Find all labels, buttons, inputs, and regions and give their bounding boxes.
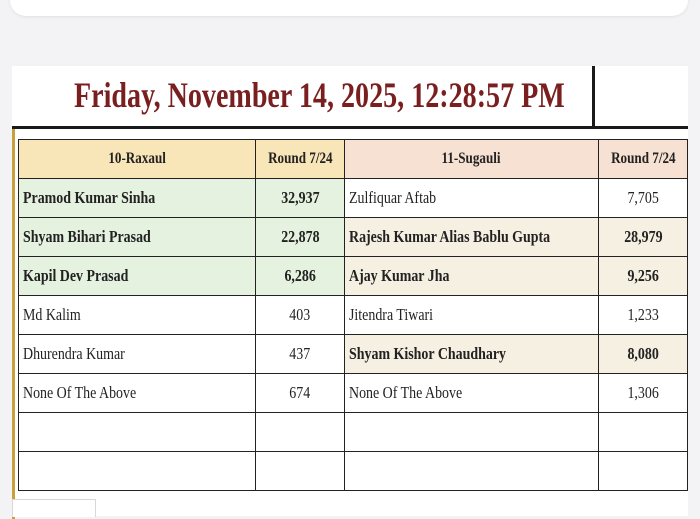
- left-candidate-votes: 437: [256, 335, 345, 374]
- right-candidate-name: Ajay Kumar Jha: [344, 257, 598, 296]
- right-candidate-name: None Of The Above: [344, 374, 598, 413]
- right-candidate-name: Zulfiquar Aftab: [344, 179, 598, 218]
- left-candidate-name: Shyam Bihari Prasad: [19, 218, 256, 257]
- left-candidate-votes: [256, 452, 345, 491]
- right-candidate-votes: 1,233: [599, 296, 688, 335]
- table-row: [19, 374, 688, 413]
- right-candidate-votes: 7,705: [599, 179, 688, 218]
- right-candidate-name: Rajesh Kumar Alias Bablu Gupta: [344, 218, 598, 257]
- table-row: [19, 335, 688, 374]
- left-candidate-votes: 22,878: [256, 218, 345, 257]
- right-candidate-name: Jitendra Tiwari: [344, 296, 598, 335]
- top-card: [10, 0, 688, 16]
- left-candidate-name: [19, 413, 256, 452]
- right-candidate-votes: [599, 413, 688, 452]
- left-candidate-name: Kapil Dev Prasad: [19, 257, 256, 296]
- page-title: Friday, November 14, 2025, 12:28:57 PM: [74, 75, 565, 115]
- left-candidate-votes: 32,937: [256, 179, 345, 218]
- left-constituency-header: 10-Raxaul: [19, 140, 256, 179]
- left-rule: [12, 129, 15, 519]
- left-candidate-name: Pramod Kumar Sinha: [19, 179, 256, 218]
- table-row: [19, 296, 688, 335]
- right-constituency-header: 11-Sugauli: [344, 140, 598, 179]
- right-candidate-votes: 9,256: [599, 257, 688, 296]
- table-row: [19, 413, 688, 452]
- left-candidate-votes: [256, 413, 345, 452]
- right-candidate-name: [344, 413, 598, 452]
- sheet-tab[interactable]: [12, 499, 96, 517]
- title-divider: [592, 66, 595, 126]
- title-row: [12, 66, 688, 129]
- left-candidate-name: None Of The Above: [19, 374, 256, 413]
- results-table: [18, 139, 688, 491]
- right-candidate-votes: 1,306: [599, 374, 688, 413]
- right-candidate-votes: 28,979: [599, 218, 688, 257]
- results-sheet: [12, 66, 688, 516]
- left-candidate-name: Md Kalim: [19, 296, 256, 335]
- table-row: [19, 218, 688, 257]
- left-candidate-votes: 403: [256, 296, 345, 335]
- right-candidate-votes: 8,080: [599, 335, 688, 374]
- table-row: [19, 257, 688, 296]
- right-round-header: Round 7/24: [599, 140, 688, 179]
- right-candidate-name: [344, 452, 598, 491]
- table-row: [19, 179, 688, 218]
- left-candidate-name: Dhurendra Kumar: [19, 335, 256, 374]
- table-row: [19, 452, 688, 491]
- left-round-header: Round 7/24: [256, 140, 345, 179]
- left-candidate-votes: 6,286: [256, 257, 345, 296]
- left-candidate-votes: 674: [256, 374, 345, 413]
- right-candidate-votes: [599, 452, 688, 491]
- left-candidate-name: [19, 452, 256, 491]
- right-candidate-name: Shyam Kishor Chaudhary: [344, 335, 598, 374]
- header-row: [19, 140, 688, 179]
